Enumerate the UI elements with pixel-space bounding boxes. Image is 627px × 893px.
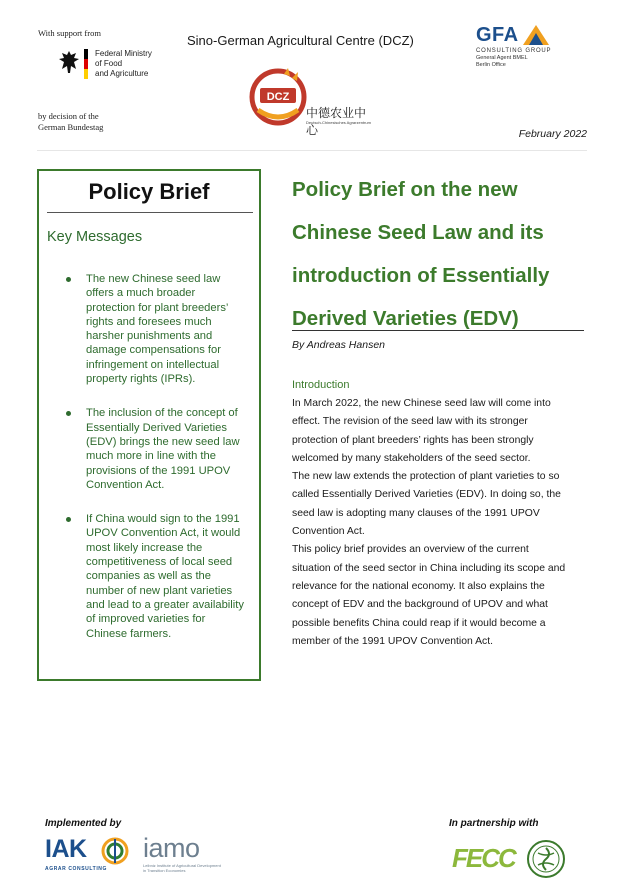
- para-line: concept of EDV and the background of UPOV and what: [292, 599, 548, 611]
- bullet-dot: [66, 277, 71, 282]
- bullet-line: competitiveness of local seed: [86, 556, 233, 569]
- decision-text: [38, 111, 103, 133]
- title-line: introduction of Essentially: [292, 264, 550, 287]
- iamo-logo: [143, 833, 243, 877]
- bullet-line: offers a much broader: [86, 287, 196, 300]
- article-body: [292, 395, 578, 651]
- bullet-line: number of new plant varieties: [86, 584, 233, 597]
- iamo-sub-line: in Transition Economies: [143, 868, 186, 873]
- key-message-item: [66, 272, 262, 386]
- bullet-line: harsher punishments and: [86, 330, 213, 343]
- dcz-logo: [248, 66, 373, 137]
- para-line: relevance for the national economy. It also explains the: [292, 580, 545, 592]
- gfa-sub-line: Berlin Office: [476, 62, 506, 68]
- para-line: member of the 1991 UPOV Convention Act.: [292, 635, 493, 647]
- para-line: effect. The revision of the seed law with its stronger: [292, 416, 528, 428]
- ministry-line: Federal Ministry: [95, 49, 152, 58]
- main-title: [292, 168, 592, 340]
- bullet-line: property rights (IPRs).: [86, 373, 196, 386]
- bullet-line: Chinese farmers.: [86, 627, 172, 640]
- key-messages-heading: Key Messages: [47, 229, 143, 245]
- dcz-chinese-name: 中德农业中心: [306, 106, 367, 137]
- bullet-line: protection for plant breeders’: [86, 301, 229, 314]
- iak-name: IAK: [45, 835, 87, 863]
- bullet-line: If China would sign to the 1991: [86, 513, 240, 526]
- bullet-line: UPOV Convention Act, it would: [86, 527, 241, 540]
- bullet-line: damage compensations for: [86, 344, 221, 357]
- dcz-emblem-icon: [248, 66, 308, 128]
- ministry-line: and Agriculture: [95, 69, 149, 78]
- para-line: seed law is adopting many clauses of the 1991 UPOV: [292, 507, 540, 519]
- gfa-logo: [476, 26, 576, 76]
- partnership-label: In partnership with: [449, 818, 539, 829]
- implemented-by-label: Implemented by: [45, 818, 122, 829]
- author-byline: By Andreas Hansen: [292, 339, 385, 351]
- bullet-line: Convention Act.: [86, 478, 165, 491]
- dcz-logo-text: DCZ: [266, 91, 290, 103]
- bullet-line: companies as well as the: [86, 570, 211, 583]
- centre-title: Sino-German Agricultural Centre (DCZ): [187, 33, 414, 48]
- paragraph: [292, 541, 578, 651]
- fecc-name: FECC: [452, 843, 515, 873]
- support-text: With support from: [38, 28, 101, 38]
- header-divider: [37, 150, 587, 151]
- iamo-sub-line: Leibniz Institute of Agricultural Development: [143, 863, 221, 868]
- para-line: In March 2022, the new Chinese seed law will come into: [292, 398, 551, 409]
- box-title-rule: [47, 212, 253, 213]
- para-line: welcomed by many stakeholders of the seed sector.: [292, 452, 531, 464]
- chinese-seal-icon: [524, 839, 568, 879]
- bullet-line: provisions of the 1991 UPOV: [86, 464, 231, 477]
- para-line: Convention Act.: [292, 526, 365, 538]
- decision-line: by decision of the: [38, 111, 99, 121]
- publication-date: February 2022: [518, 128, 587, 140]
- iak-subtitle: AGRAR CONSULTING: [45, 866, 108, 872]
- bmel-logo: [58, 49, 152, 79]
- title-line: Policy Brief on the new: [292, 178, 518, 201]
- bullet-line: and lead to a greater availability: [86, 598, 244, 611]
- key-message-item: [66, 406, 262, 492]
- decision-line: German Bundestag: [38, 122, 104, 132]
- bullet-line: rights and foresees much: [86, 315, 212, 328]
- title-line: Derived Varieties (EDV): [292, 307, 519, 330]
- bullet-line: much more in line with the: [86, 450, 216, 463]
- paragraph: [292, 468, 578, 541]
- title-line: Chinese Seed Law and its: [292, 221, 544, 244]
- bullet-line: (EDV) brings the new seed law: [86, 435, 240, 448]
- box-title: Policy Brief: [88, 179, 210, 204]
- federal-eagle-icon: [58, 49, 80, 75]
- key-messages-box: [37, 169, 261, 681]
- title-rule: [292, 330, 584, 331]
- german-flag-bar: [84, 49, 88, 79]
- iamo-subtitle: [143, 863, 221, 873]
- gfa-name: GFA: [476, 24, 519, 46]
- iak-globe-icon: [101, 837, 129, 865]
- key-messages-list: [66, 272, 262, 641]
- bullet-dot: [66, 411, 71, 416]
- bullet-line: The inclusion of the concept of: [86, 407, 238, 420]
- gfa-triangle-icon: [522, 24, 550, 46]
- gfa-sub-line: CONSULTING GROUP: [476, 48, 552, 54]
- para-line: called Essentially Derived Varieties (EDV). In doing so, the: [292, 489, 561, 501]
- key-message-item: [66, 512, 262, 641]
- para-line: The new law extends the protection of plant varieties to so: [292, 471, 560, 483]
- gfa-subtitle: [476, 48, 551, 69]
- bullet-line: Essentially Derived Varieties: [86, 421, 227, 434]
- para-line: situation of the seed sector in China including its scope and: [292, 562, 566, 574]
- bullet-line: most likely increase the: [86, 541, 203, 554]
- fecc-logo: [452, 843, 516, 875]
- iak-logo: [45, 835, 140, 875]
- bullet-line: of improved varieties for: [86, 613, 206, 626]
- paragraph: [292, 395, 578, 468]
- ministry-name: [95, 49, 152, 79]
- para-line: protection of plant breeders’ rights has been strongly: [292, 434, 534, 446]
- dcz-subtitle: Deutsch-Chinesisches Agrarzentrum: [306, 120, 371, 125]
- bullet-line: infringement on intellectual: [86, 358, 220, 371]
- para-line: possible benefits China could reap if it would become a: [292, 617, 546, 629]
- gfa-sub-line: General Agent BMEL: [476, 55, 528, 61]
- section-heading: Introduction: [292, 379, 350, 391]
- bullet-line: The new Chinese seed law: [86, 273, 221, 285]
- bullet-dot: [66, 517, 71, 522]
- ministry-line: of Food: [95, 59, 123, 68]
- para-line: This policy brief provides an overview of the current: [292, 544, 529, 556]
- iamo-name: iamo: [143, 833, 200, 863]
